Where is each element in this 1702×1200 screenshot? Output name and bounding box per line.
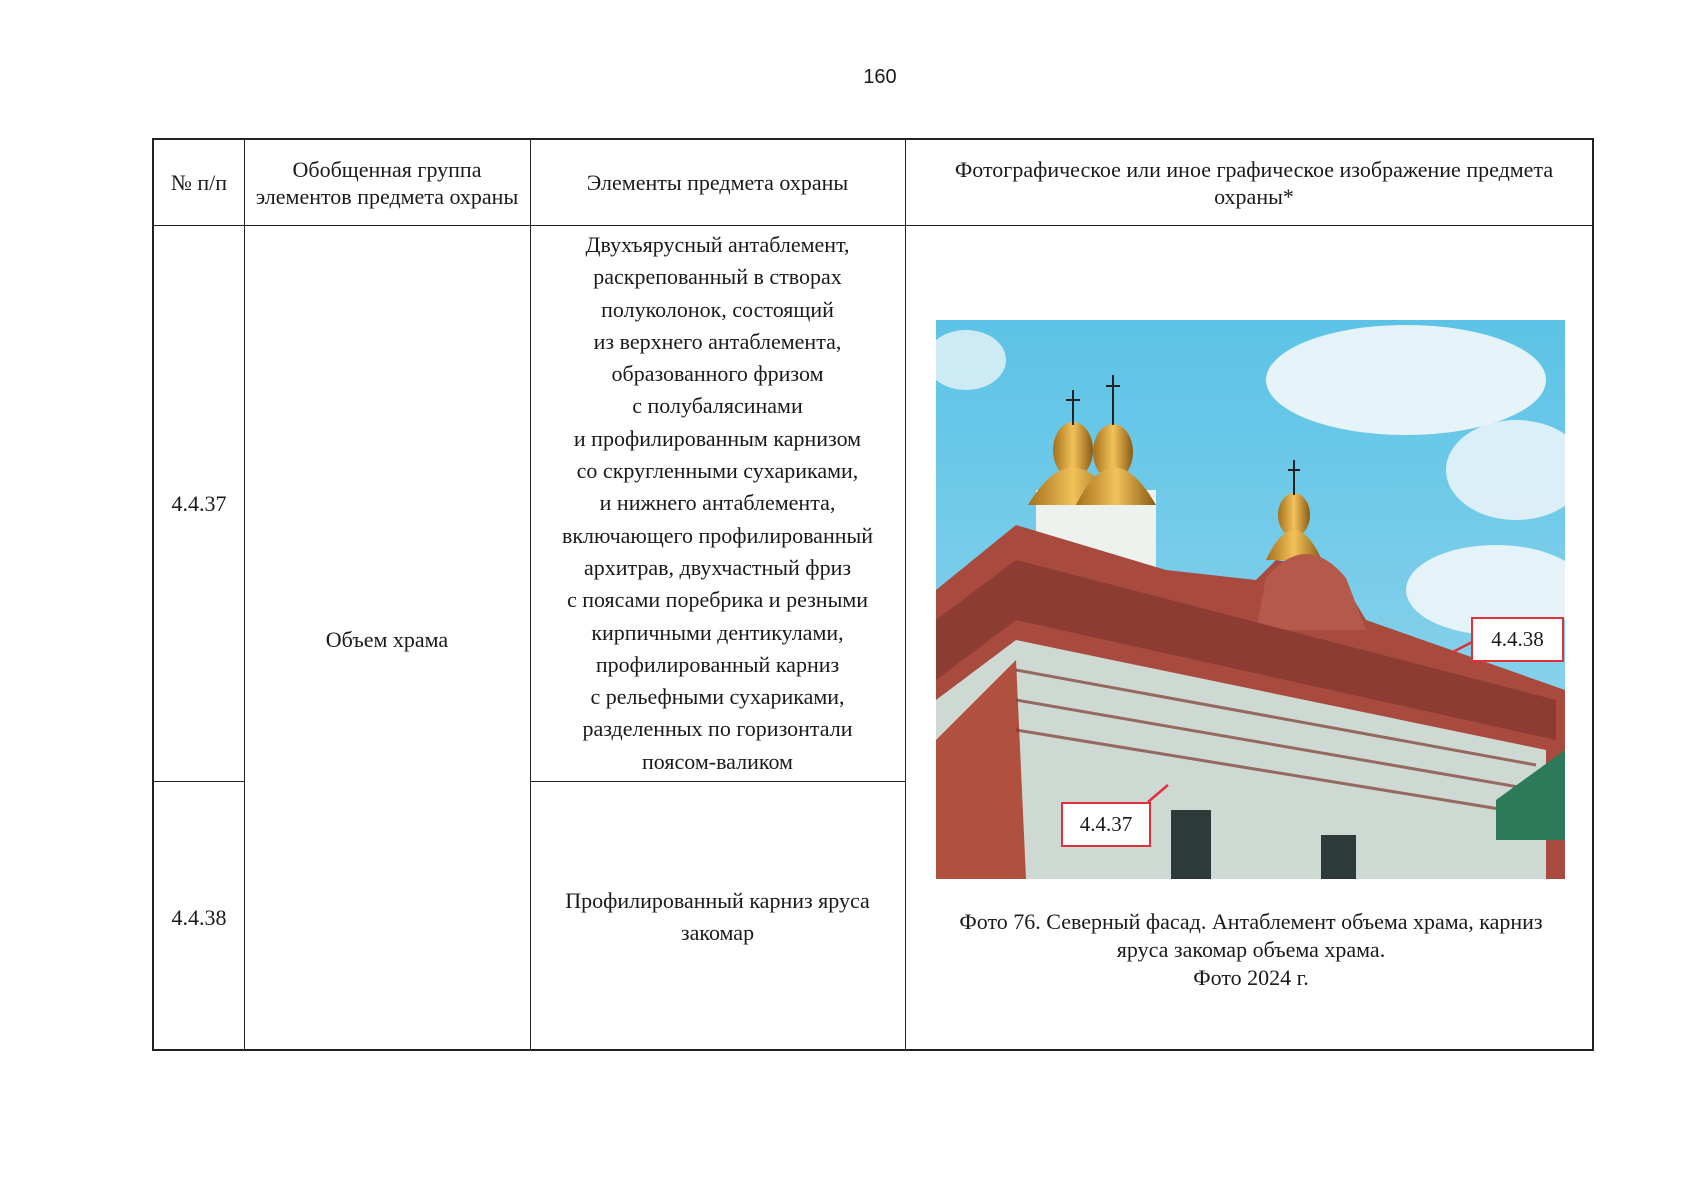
- header-elements: Элементы предмета охраны: [586, 170, 849, 195]
- text-line: из верхнего антаблемента,: [593, 328, 842, 354]
- caption-line: яруса закомар объема храма.: [1116, 937, 1386, 962]
- row-number: 4.4.37: [171, 491, 227, 516]
- text-line: раскрепованный в створах: [593, 264, 842, 290]
- callout-4-4-37: 4.4.37: [1061, 802, 1151, 847]
- text-line: кирпичными дентикулами,: [591, 619, 844, 645]
- text-line: Двухъярусный антаблемент,: [585, 231, 850, 257]
- text-line: образованного фризом: [611, 361, 824, 387]
- callout-4-4-38: 4.4.38: [1471, 617, 1564, 662]
- header-photo: Фотографическое или иное графическое изображение предмета охраны*: [954, 156, 1554, 209]
- header-number: № п/п: [170, 170, 228, 195]
- text-line: архитрав, двухчастный фриз: [583, 554, 852, 580]
- page-number: 160: [863, 66, 897, 88]
- photo-caption: [906, 908, 1596, 992]
- text-line: и нижнего антаблемента,: [599, 490, 836, 516]
- element-description: [530, 226, 905, 781]
- church-photo-image: [936, 320, 1565, 879]
- group-name: Объем храма: [325, 626, 449, 652]
- text-line: с полубалясинами: [632, 393, 803, 419]
- element-description: Профилированный карниз яруса закомар: [565, 888, 870, 945]
- text-line: и профилированным карнизом: [573, 425, 862, 451]
- row-number: 4.4.38: [171, 904, 227, 930]
- text-line: поясом-валиком: [642, 748, 793, 774]
- header-group: Обобщенная группа элементов предмета охраны: [255, 156, 519, 209]
- text-line: профилированный карниз: [595, 651, 840, 677]
- text-line: с рельефными сухариками,: [590, 684, 845, 710]
- church-photo: [936, 320, 1565, 879]
- text-line: разделенных по горизонтали: [582, 716, 853, 742]
- text-line: полуколонок, состоящий: [601, 296, 834, 322]
- text-line: со скругленными сухариками,: [576, 458, 859, 484]
- protection-table: [152, 138, 1594, 1051]
- text-line: включающего профилированный: [561, 522, 874, 548]
- caption-line: Фото 2024 г.: [1193, 965, 1309, 990]
- caption-line: Фото 76. Северный фасад. Антаблемент объема храма, карниз: [959, 909, 1543, 934]
- text-line: с поясами поребрика и резными: [566, 587, 869, 613]
